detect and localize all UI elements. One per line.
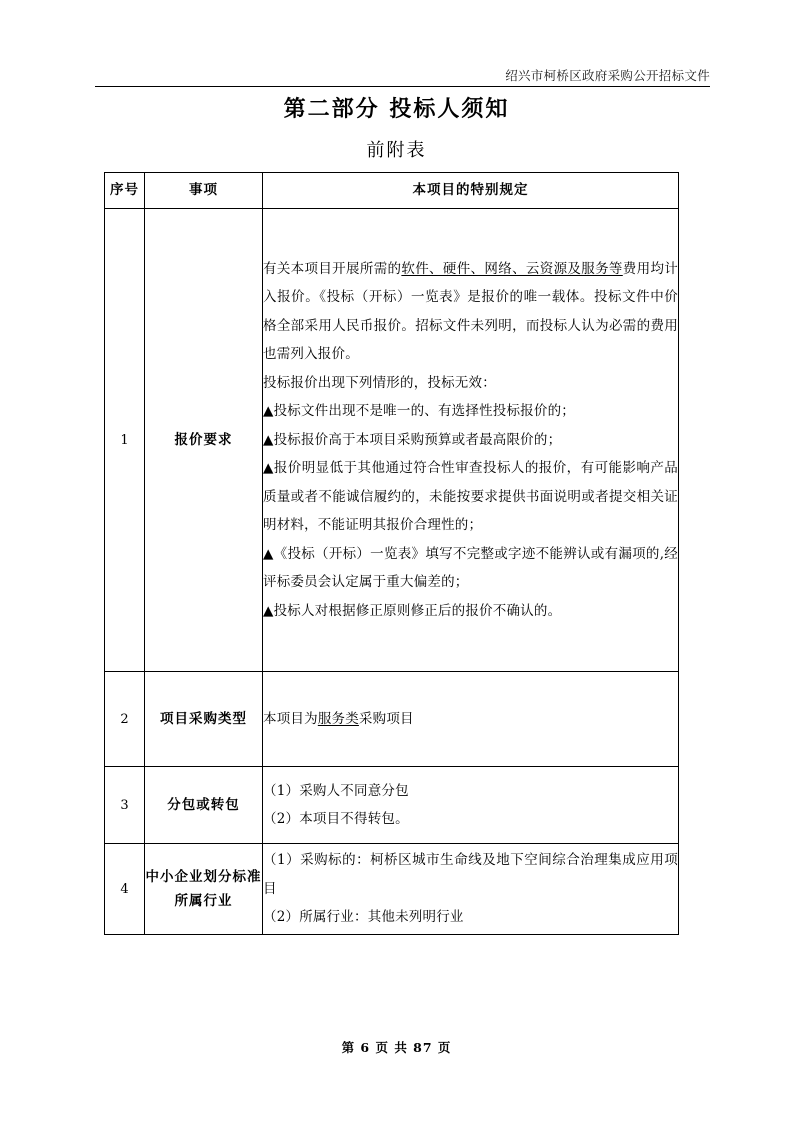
page-footer: 第 6 页 共 87 页 <box>341 1040 452 1055</box>
row-item-name: 报价要求 <box>145 209 263 672</box>
row-description <box>263 209 679 672</box>
header-divider <box>95 86 710 87</box>
desc-line: 本项目为服务类采购项目 <box>263 710 414 727</box>
table-row <box>105 672 679 767</box>
table-row <box>105 767 679 844</box>
desc-line: （2）本项目不得转包。 <box>263 811 409 827</box>
desc-line: ▲投标报价高于本项目采购预算或者最高限价的； <box>263 431 562 448</box>
row-description <box>263 844 679 935</box>
desc-line: （2）所属行业：其他未列明行业 <box>263 909 464 926</box>
row-description <box>263 767 679 844</box>
page-subtitle: 前附表 <box>366 140 427 161</box>
table-row <box>105 209 679 672</box>
desc-line: 投标报价出现下列情形的，投标无效： <box>263 374 496 391</box>
column-header-item: 事项 <box>145 173 263 209</box>
column-header-no: 序号 <box>105 173 145 209</box>
row-item-name: 中小企业划分标准所属行业 <box>145 844 263 935</box>
row-item-name: 分包或转包 <box>145 767 263 844</box>
row-number: 3 <box>105 767 145 844</box>
running-header: 绍兴市柯桥区政府采购公开招标文件 <box>505 68 710 83</box>
row-number: 2 <box>105 672 145 767</box>
desc-line: （1）采购标的：柯桥区城市生命线及地下空间综合治理集成应用项目 <box>263 852 678 897</box>
desc-line: ▲《投标（开标）一览表》填写不完整或字迹不能辨认或有漏项的,经评标委员会认定属于重大偏差的； <box>263 545 678 591</box>
row-description <box>263 672 679 767</box>
desc-line: ▲报价明显低于其他通过符合性审查投标人的报价，有可能影响产品质量或者不能诚信履约的，未能按要求提供书面说明或者提交相关证明材料，不能证明其报价合理性的； <box>263 460 678 534</box>
table-row <box>105 844 679 935</box>
underlined-text: 服务类 <box>317 710 359 727</box>
row-item-name: 项目采购类型 <box>145 672 263 767</box>
prefix-table <box>104 172 679 935</box>
page-title: 第二部分 投标人须知 <box>283 96 510 122</box>
desc-line: ▲投标人对根据修正原则修正后的报价不确认的。 <box>263 602 562 619</box>
underlined-text: 软件、硬件、网络、云资源及服务等 <box>401 260 623 277</box>
row-number: 4 <box>105 844 145 935</box>
row-number: 1 <box>105 209 145 672</box>
desc-line: 有关本项目开展所需的软件、硬件、网络、云资源及服务等费用均计入报价。《投标（开标）一览表》是报价的唯一载体。投标文件中价格全部采用人民币报价。招标文件未列明，而投标人认为必需的费用也需列入报价。 <box>263 260 678 363</box>
column-header-desc: 本项目的特别规定 <box>263 173 679 209</box>
table-header-row <box>105 173 679 209</box>
desc-line: （1）采购人不同意分包 <box>263 782 409 799</box>
desc-line: ▲投标文件出现不是唯一的、有选择性投标报价的； <box>263 403 575 420</box>
